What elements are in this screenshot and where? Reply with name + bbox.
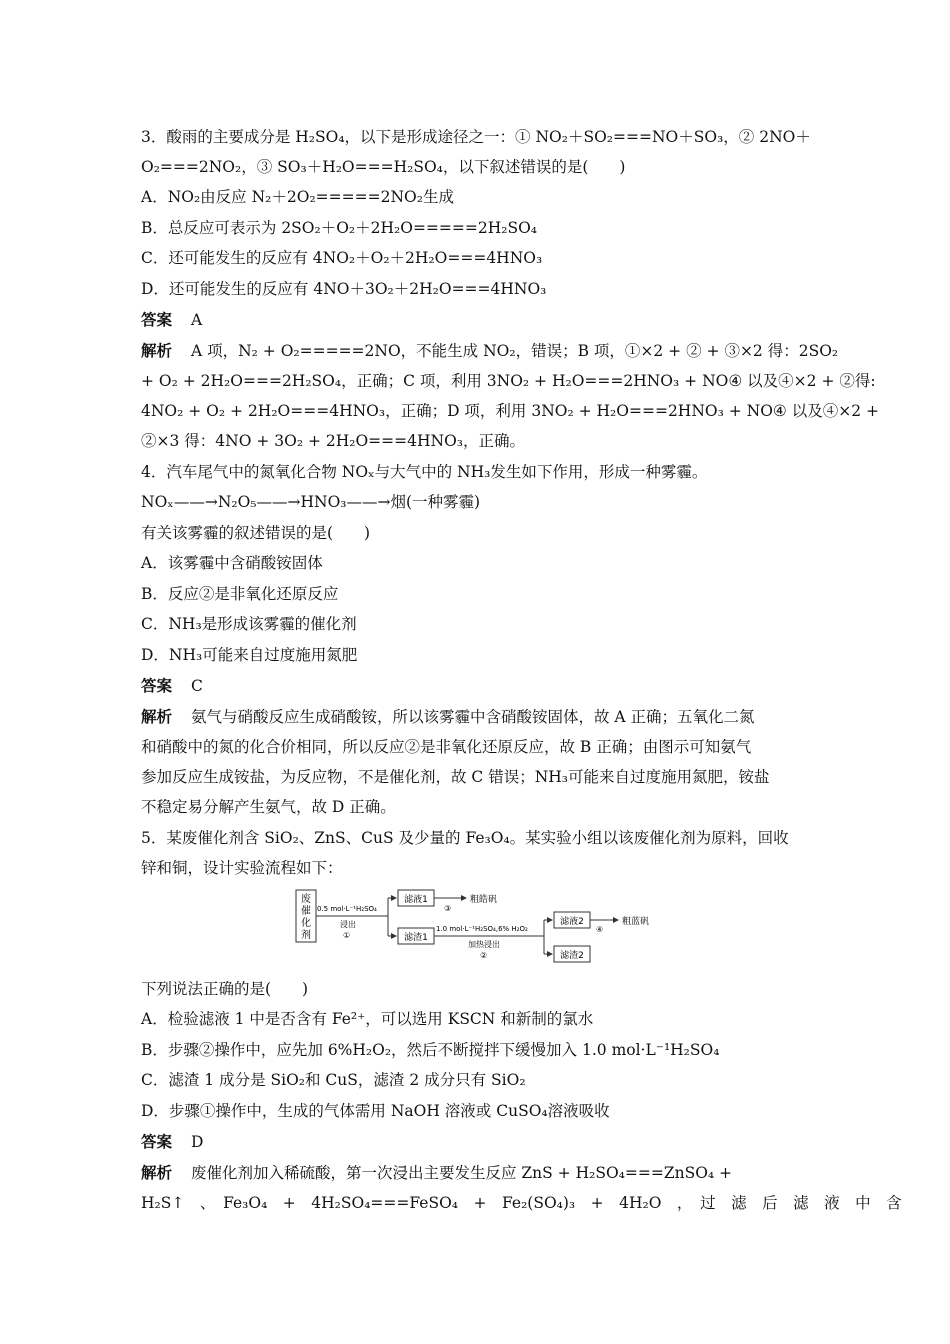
q4-stem-line1: 4．汽车尾气中的氮氧化合物 NOₓ与大气中的 NH₃发生如下作用，形成一种雾霾。 [141, 463, 708, 481]
step4-num: ④ [596, 925, 604, 934]
q3-option-d: D．还可能发生的反应有 4NO＋3O₂＋2H₂O===4HNO₃ [141, 280, 547, 298]
q5-answer [141, 1132, 203, 1152]
residue2-label: 滤渣2 [560, 951, 584, 961]
q3-explanation-line4: ②×3 得：4NO + 3O₂ + 2H₂O===4HNO₃，正确。 [141, 432, 525, 450]
q3-explanation-line3: 4NO₂ + O₂ + 2H₂O===4HNO₃，正确；D 项，利用 3NO₂ + H₂O===2HNO₃ + NO④ 以及④×2 + [141, 402, 879, 420]
q4-option-d: D．NH₃可能来自过度施用氮肥 [141, 646, 358, 664]
q5-stem-line3: 下列说法正确的是( ) [141, 980, 309, 998]
q5-option-d: D．步骤①操作中，生成的气体需用 NaOH 溶液或 CuSO₄溶液吸收 [141, 1102, 610, 1120]
answer-label: 答案 [141, 311, 173, 329]
filtrate1-label: 滤液1 [404, 895, 428, 905]
q3-explanation-line2: + O₂ + 2H₂O===2H₂SO₄，正确；C 项，利用 3NO₂ + H₂O===2HNO₃ + NO④ 以及④×2 + ②得: [141, 372, 876, 390]
q3-explanation-line1 [141, 341, 838, 361]
residue1-label: 滤渣1 [404, 933, 428, 943]
q3-option-c: C．还可能发生的反应有 4NO₂＋O₂＋2H₂O===4HNO₃ [141, 249, 543, 267]
step2-num: ② [480, 951, 488, 960]
answer-label: 答案 [141, 1133, 173, 1151]
explanation-text: A 项，N₂ + O₂=====2NO，不能生成 NO₂，错误；B 项，①×2 + ② + ③×2 得：2SO₂ [190, 342, 839, 360]
q5-option-c: C．滤渣 1 成分是 SiO₂和 CuS，滤渣 2 成分只有 SiO₂ [141, 1071, 526, 1089]
q3-option-a: A．NO₂由反应 N₂＋2O₂=====2NO₂生成 [141, 188, 454, 206]
explanation-label: 解析 [141, 342, 173, 360]
q4-explanation-line4: 不稳定易分解产生氨气，故 D 正确。 [141, 798, 396, 816]
q3-stem-line2: O₂===2NO₂，③ SO₃＋H₂O===H₂SO₄，以下叙述错误的是( ) [141, 158, 626, 176]
q3-stem-line1: 3．酸雨的主要成分是 H₂SO₄，以下是形成途径之一：① NO₂＋SO₂===NO＋SO₃，② 2NO＋ [141, 128, 811, 146]
process-flow-diagram [290, 884, 670, 966]
q4-stem-line2: 有关该雾霾的叙述错误的是( ) [141, 524, 371, 542]
start-char-1: 废 [301, 894, 311, 905]
filtrate2-label: 滤液2 [560, 917, 584, 927]
answer-value: A [190, 311, 203, 329]
q4-explanation-line2: 和硝酸中的氮的化合价相同，所以反应②是非氧化还原反应，故 B 正确；由图示可知氨气 [141, 738, 752, 756]
q5-explanation-line1 [141, 1163, 732, 1183]
explanation-label: 解析 [141, 708, 173, 726]
q4-answer [141, 676, 203, 696]
q5-explanation-line2: H₂S↑ 、 Fe₃O₄ + 4H₂SO₄===FeSO₄ + Fe₂(SO₄)₃ + 4H₂O ， 过 滤 后 滤 液 中 含 [141, 1194, 902, 1212]
q5-stem-line2: 锌和铜，设计实验流程如下： [141, 859, 343, 877]
answer-label: 答案 [141, 677, 173, 695]
answer-value: D [190, 1133, 204, 1151]
q3-option-b: B．总反应可表示为 2SO₂＋O₂＋2H₂O=====2H₂SO₄ [141, 219, 538, 237]
explanation-text: 氨气与硝酸反应生成硝酸铵，所以该雾霾中含硝酸铵固体，故 A 正确；五氧化二氮 [190, 708, 755, 726]
q4-flow: NOₓ——→N₂O₅——→HNO₃——→烟(一种雾霾) [141, 493, 481, 511]
step1-num: ① [343, 931, 351, 940]
step1-name: 浸出 [340, 920, 356, 929]
product2-label: 粗蓝矾 [622, 917, 650, 927]
q5-stem-line1: 5．某废催化剂含 SiO₂、ZnS、CuS 及少量的 Fe₃O₄。某实验小组以该废催化剂为原料，回收 [141, 829, 789, 847]
start-char-4: 剂 [301, 930, 311, 941]
q4-explanation-line1 [141, 707, 755, 727]
step3-num: ③ [444, 904, 452, 913]
step2-reagent: 1.0 mol·L⁻¹H₂SO₄,6% H₂O₂ [436, 925, 528, 933]
step2-name: 加热浸出 [468, 940, 500, 949]
q3-answer [141, 310, 202, 330]
q5-option-b: B．步骤②操作中，应先加 6%H₂O₂，然后不断搅拌下缓慢加入 1.0 mol·L⁻¹H₂SO₄ [141, 1041, 720, 1059]
q4-option-a: A．该雾霾中含硝酸铵固体 [141, 554, 323, 572]
step1-reagent: 0.5 mol·L⁻¹H₂SO₄ [317, 905, 377, 913]
q4-option-c: C．NH₃是形成该雾霾的催化剂 [141, 615, 357, 633]
q4-explanation-line3: 参加反应生成铵盐，为反应物，不是催化剂，故 C 错误；NH₃可能来自过度施用氮肥，铵盐 [141, 768, 770, 786]
start-char-3: 化 [301, 918, 311, 929]
q5-option-a: A．检验滤液 1 中是否含有 Fe²⁺，可以选用 KSCN 和新制的氯水 [141, 1010, 594, 1028]
answer-value: C [190, 677, 203, 695]
product1-label: 粗皓矾 [470, 895, 498, 905]
explanation-text: 废催化剂加入稀硫酸，第一次浸出主要发生反应 ZnS + H₂SO₄===ZnSO₄ + [190, 1164, 733, 1182]
start-char-2: 催 [301, 906, 311, 917]
q4-option-b: B．反应②是非氧化还原反应 [141, 585, 339, 603]
explanation-label: 解析 [141, 1164, 173, 1182]
